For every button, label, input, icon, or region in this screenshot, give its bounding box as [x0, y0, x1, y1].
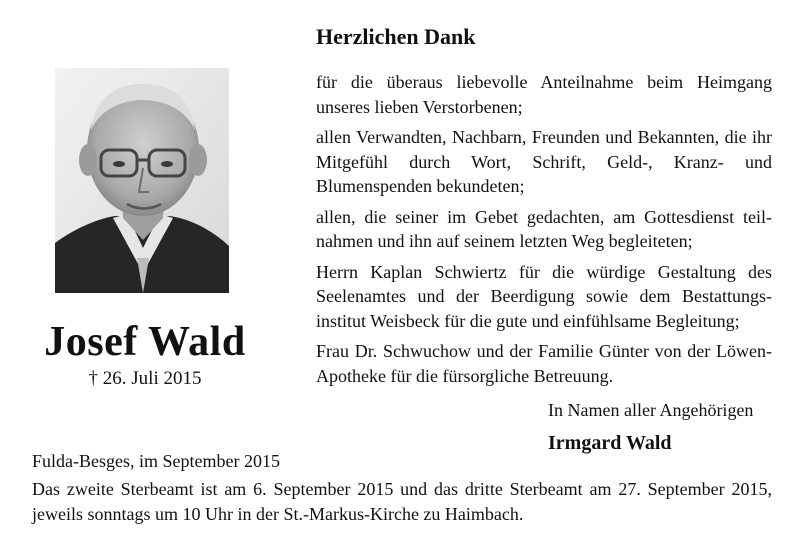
- thanks-paragraph: allen Verwandten, Nachbarn, Freunden und Bekannten, die ihr Mitgefühl durch Wort, Schrift, Geld-, Kranz- und Blumenspenden bekundeten;: [316, 127, 772, 196]
- signer-name: Irmgard Wald: [548, 432, 672, 454]
- thanks-heading: Herzlichen Dank: [316, 24, 476, 49]
- portrait-photo: [55, 68, 229, 293]
- thanks-paragraph: für die überaus liebevolle Anteilnahme beim Heimgang unseres lieben Verstorbenen;: [316, 72, 772, 117]
- death-date: † 26. Juli 2015: [88, 368, 202, 389]
- thanks-paragraph: Herrn Kaplan Schwiertz für die würdige Gestaltung des Seelenamtes und der Beerdigung sowie dem Bestattungs-institut Weisbeck für die gute und einfühlsame Begleitung;: [316, 261, 772, 331]
- thanks-list: [316, 70, 772, 394]
- deceased-name: Josef Wald: [44, 319, 246, 365]
- signoff-text: In Namen aller Angehörigen: [548, 400, 754, 420]
- thanks-paragraph: Frau Dr. Schwuchow und der Familie Günter von der Löwen-Apotheke für die fürsorgliche Betreuung.: [316, 341, 772, 386]
- portrait-image: [55, 68, 229, 293]
- service-notice: Das zweite Sterbeamt ist am 6. September 2015 und das dritte Sterbeamt am 27. September 2015, jeweils sonntags um 10 Uhr in der St.-Markus-Kirche zu Haimbach.: [32, 479, 772, 524]
- thanks-paragraph: allen, die seiner im Gebet gedachten, am Gottesdienst teil-nahmen und ihn auf seinem letzten Weg begleiteten;: [316, 206, 772, 251]
- place-date: Fulda-Besges, im September 2015: [32, 451, 280, 471]
